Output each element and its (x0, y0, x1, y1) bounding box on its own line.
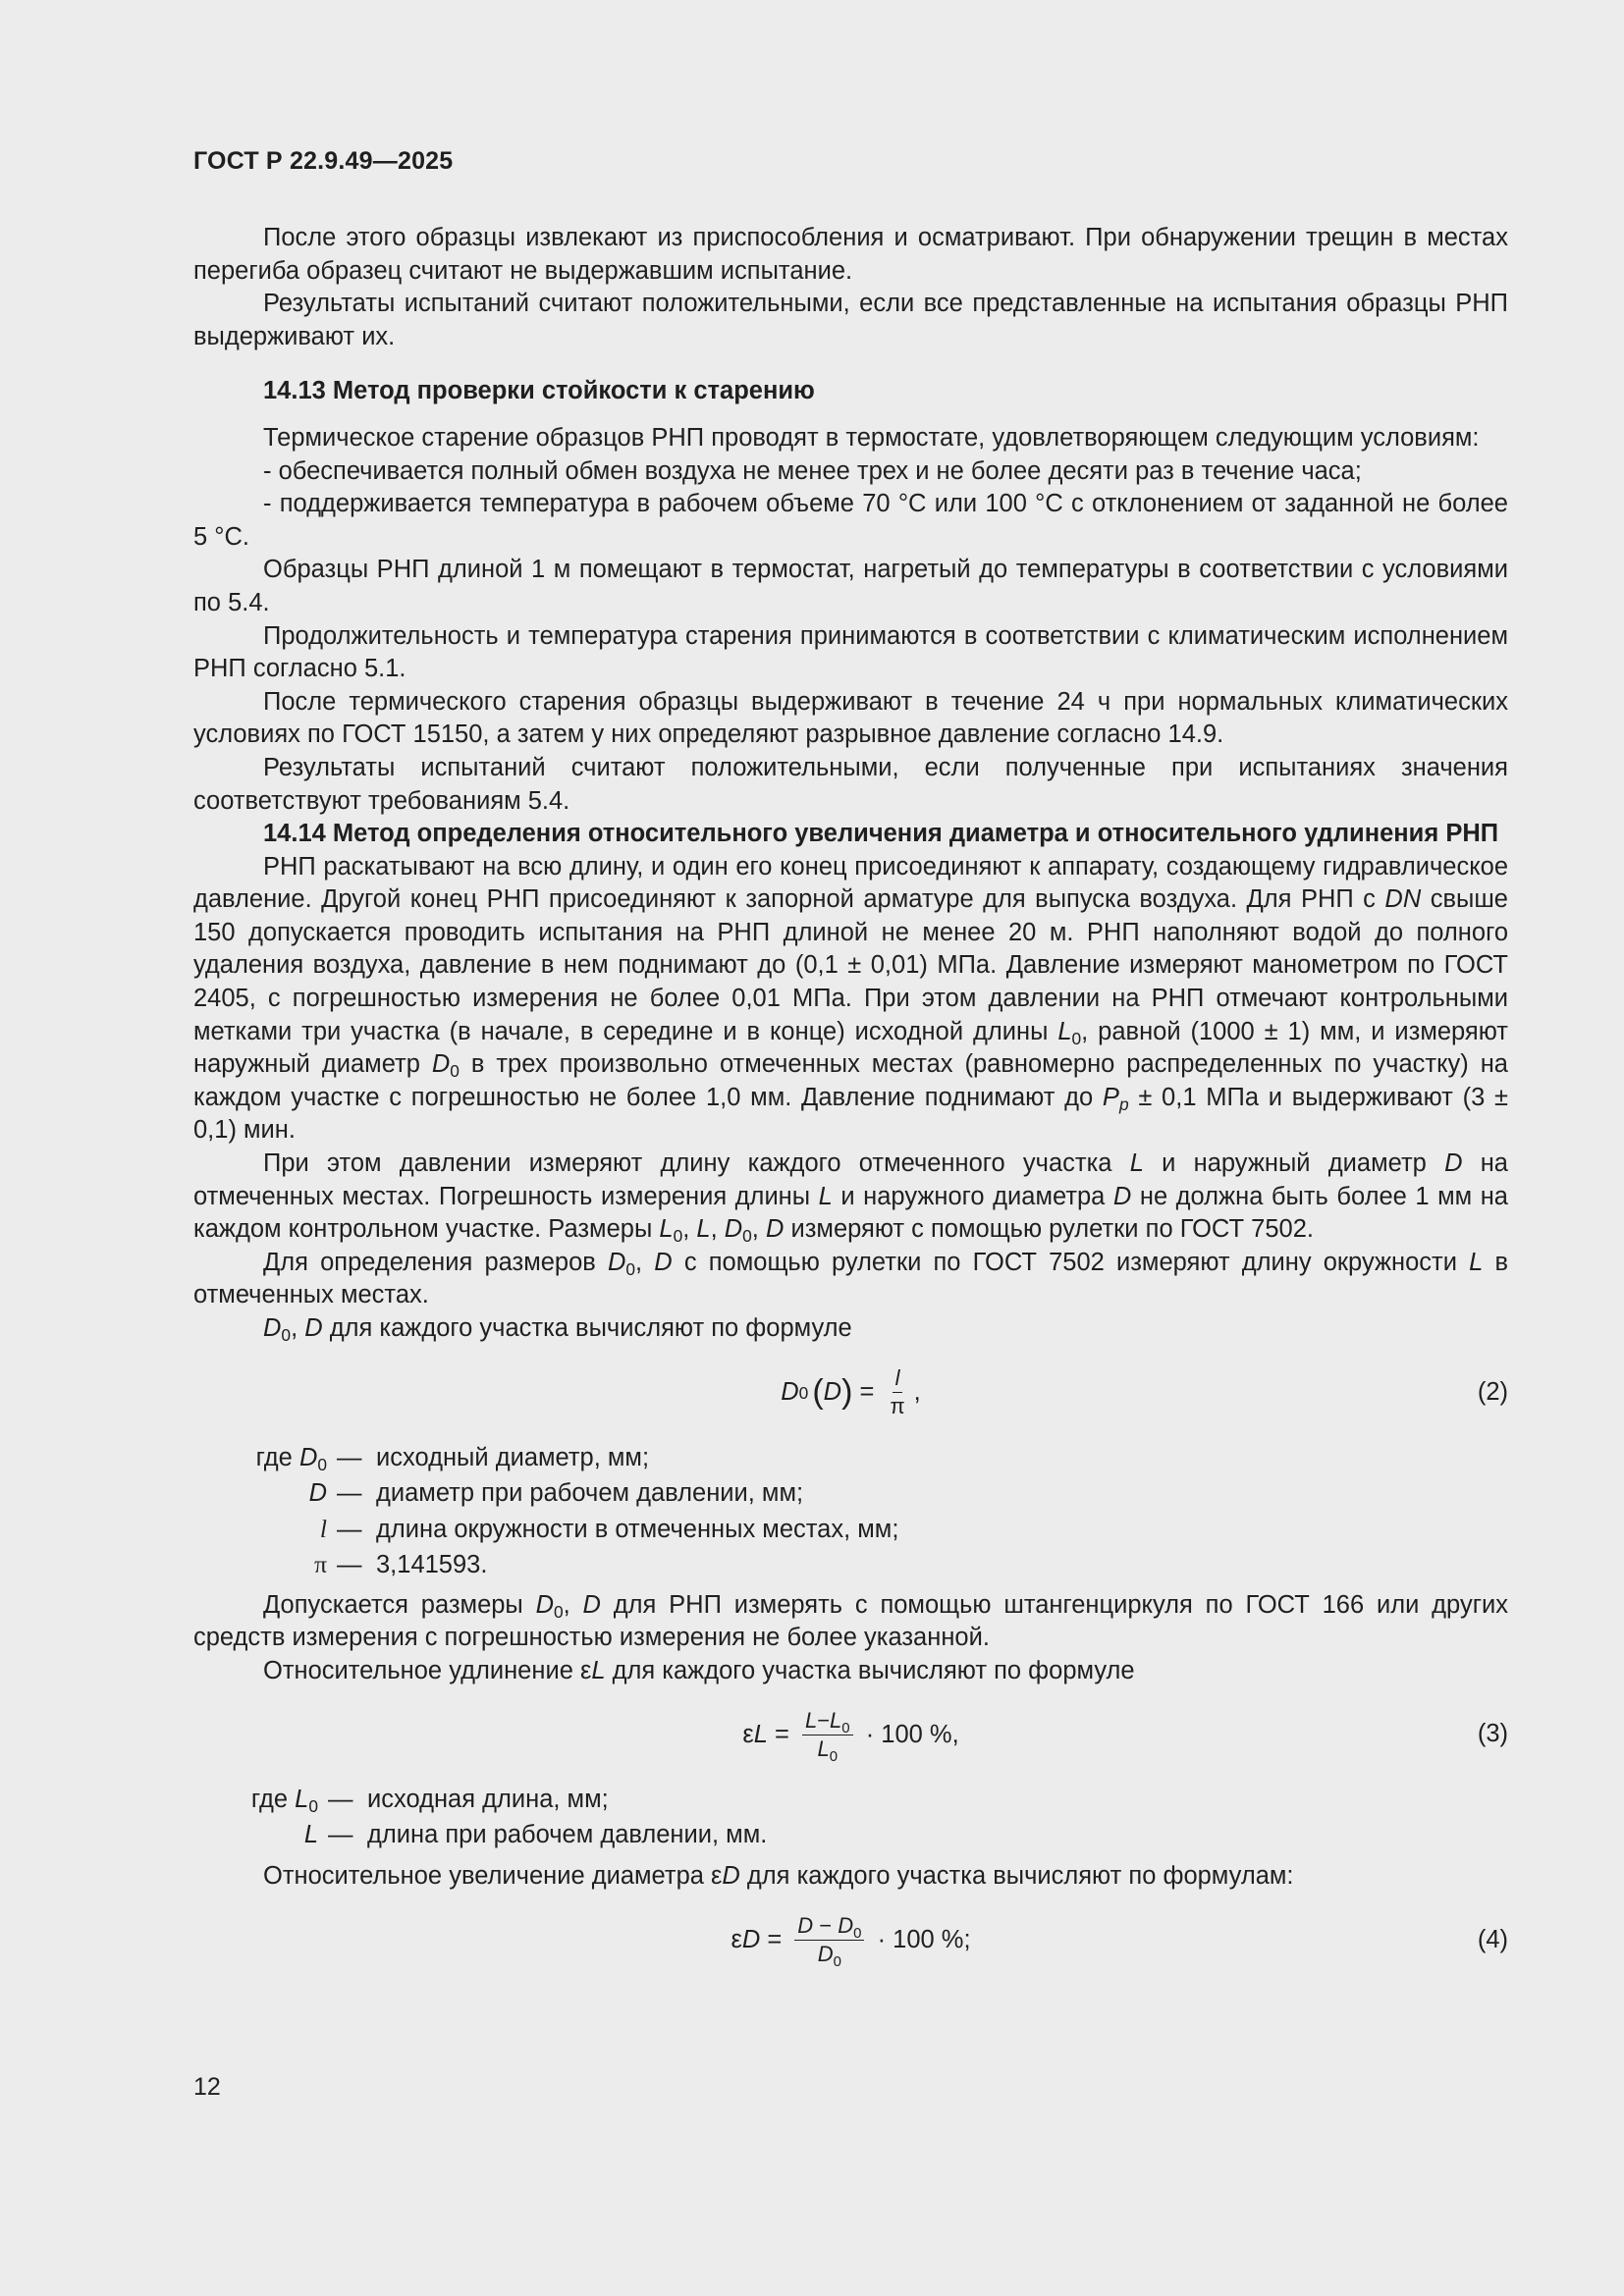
subscript: 0 (833, 1953, 841, 1971)
text: с помощью рулетки по ГОСТ 7502 измеряют длину окружности (672, 1248, 1470, 1276)
text: Относительное удлинение ε (263, 1656, 592, 1684)
legend-symbol (193, 1477, 337, 1511)
text: в отмеченных местах. (193, 1248, 1509, 1309)
subscript: 0 (742, 1226, 752, 1247)
symbol: L (1129, 1149, 1144, 1178)
text: в трех произвольно отмеченных местах (равномерно распределенных по участку) на каждом участке с погрешностью не более 1,0 мм. Давление поднимают до (193, 1050, 1508, 1111)
fraction (887, 1365, 907, 1419)
legend-dash: — (337, 1443, 362, 1471)
legend-dash: — (337, 1478, 362, 1507)
text: на отмеченных местах. Погрешность измерения длины (193, 1149, 1508, 1210)
legend-symbol (193, 1784, 328, 1817)
symbol: D (741, 1926, 761, 1954)
symbol: D (607, 1248, 626, 1276)
legend-row (193, 1784, 1508, 1819)
text: не должна быть более 1 мм на каждом контрольном участке. Размеры (193, 1182, 1508, 1244)
symbol: p (1118, 1094, 1129, 1114)
subscript: 0 (450, 1061, 460, 1082)
minus: − (813, 1913, 839, 1939)
legend-symbol (193, 1513, 337, 1547)
legend-prefix: где (255, 1443, 299, 1471)
symbol: l (319, 1514, 327, 1543)
formula-tail: · 100 %; (870, 1926, 971, 1954)
symbol: L (804, 1707, 818, 1733)
text: для каждого участка вычисляют по формуле (322, 1314, 852, 1342)
equals: = (767, 1720, 796, 1748)
symbol: L (1469, 1248, 1484, 1276)
denominator (814, 1735, 840, 1765)
separator: , (563, 1590, 583, 1619)
separator: , (635, 1248, 655, 1276)
symbol: D (797, 1913, 814, 1939)
formula-number: (3) (1477, 1720, 1508, 1748)
symbol: π (314, 1549, 327, 1578)
equals: = (852, 1377, 882, 1406)
page-number: 12 (193, 2073, 221, 2101)
subscript: 0 (554, 1601, 564, 1622)
paren: ( (812, 1372, 824, 1411)
formula-3 (193, 1691, 1508, 1778)
formula-4 (193, 1897, 1508, 1984)
symbol: L (753, 1720, 768, 1748)
text: и наружный диаметр (1143, 1149, 1445, 1178)
subscript: 0 (308, 1796, 318, 1817)
text: для РНП измерять с помощью штангенциркуля по ГОСТ 166 или других средств измерения с погрешностью измерения не более указанной. (193, 1590, 1508, 1652)
formula-expression (193, 1691, 1508, 1778)
separator: , (751, 1215, 766, 1244)
symbol: L (1057, 1017, 1072, 1045)
legend-symbol (193, 1548, 337, 1582)
legend-dash: — (328, 1786, 353, 1814)
symbol: L (303, 1821, 318, 1849)
paragraph: Образцы РНП длиной 1 м помещают в термостат, нагретый до температуры в соответствии с условиями по 5.4. (193, 556, 1508, 616)
separator: , (682, 1215, 697, 1244)
legend-description: исходный диаметр, мм; (376, 1443, 650, 1471)
text: Относительное увеличение диаметра ε (263, 1862, 723, 1891)
legend-description: длина при рабочем давлении, мм. (367, 1821, 768, 1849)
symbol: P (1102, 1083, 1119, 1111)
symbol: D (298, 1443, 318, 1471)
legend-description: диаметр при рабочем давлении, мм; (376, 1478, 804, 1507)
symbol: D (838, 1913, 854, 1939)
minus: − (817, 1707, 831, 1733)
legend-row (193, 1819, 1508, 1854)
separator: , (710, 1215, 725, 1244)
symbol: L (659, 1215, 674, 1244)
subscript (1119, 1095, 1129, 1114)
formula-number: (4) (1477, 1925, 1508, 1953)
symbol: D (263, 1314, 282, 1342)
legend-description: длина окружности в отмеченных местах, мм; (376, 1515, 899, 1543)
legend-row (193, 1548, 1508, 1583)
text: измеряют с помощью рулетки по ГОСТ 7502. (784, 1215, 1314, 1244)
text: и наружного диаметра (832, 1182, 1113, 1210)
text: Допускается размеры (263, 1590, 536, 1619)
symbol: L (818, 1182, 833, 1210)
legend-symbol (193, 1819, 328, 1852)
separator: , (291, 1314, 305, 1342)
fraction (794, 1913, 864, 1971)
paragraph (193, 1312, 1508, 1346)
paragraph: Результаты испытаний считают положительными, если полученные при испытаниях значения соответствуют требованиям 5.4. (193, 753, 1508, 815)
list-item: - поддерживается температура в рабочем объеме 70 °С или 100 °С с отклонением от заданной не более 5 °С. (193, 490, 1508, 551)
text: для каждого участка вычисляют по формуле (605, 1656, 1135, 1684)
text: для каждого участка вычисляют по формулам: (739, 1862, 1294, 1891)
symbol: L (830, 1707, 842, 1733)
paragraph (193, 1148, 1508, 1247)
paragraph: Продолжительность и температура старения принимаются в соответствии с климатическим исполнением РНП согласно 5.1. (193, 621, 1508, 683)
symbol: D (308, 1478, 327, 1507)
symbol: ε (731, 1926, 742, 1954)
legend-prefix: где (250, 1786, 296, 1814)
legend-row (193, 1477, 1508, 1513)
subscript: 0 (841, 1719, 850, 1736)
paragraph (193, 1860, 1508, 1894)
symbol: D (304, 1314, 323, 1342)
symbol: ε (742, 1720, 754, 1748)
symbol: L (295, 1786, 309, 1814)
document-header: ГОСТ Р 22.9.49—2025 (193, 147, 454, 175)
formula-expression (193, 1897, 1508, 1984)
text: свыше 150 допускается проводить испытания на РНП длиной не менее 20 м. РНП наполняют водой до полного удаления воздуха, давление в нем поднимают до (0,1 ± 0,01) МПа. Давление измеряют манометром по ГОСТ 2405, с погрешностью измерения не более 0,01 МПа. При этом давлении на РНП отмечают контрольными метками три участка (в начале, в середине и в конце) исходной длины (193, 885, 1508, 1045)
page-body (193, 222, 1508, 1990)
section-heading-14-13: 14.13 Метод проверки стойкости к старению (263, 377, 815, 405)
paragraph: Результаты испытаний считают положительными, если все представленные на испытания образцы РНП выдерживают их. (193, 290, 1508, 350)
legend-dash: — (337, 1515, 362, 1543)
symbol: L (591, 1656, 606, 1684)
denominator: π (890, 1394, 905, 1419)
symbol: L (817, 1735, 830, 1761)
formula-tail: · 100 %, (858, 1720, 959, 1748)
denominator (815, 1941, 844, 1971)
subscript: 0 (1071, 1028, 1082, 1048)
symbol: D (1444, 1149, 1463, 1178)
text: При этом давлении измеряют длину каждого отмеченного участка (263, 1149, 1130, 1178)
subscript: 0 (317, 1454, 327, 1474)
text: , равной (1000 ± 1) мм, и измеряют наружный диаметр (193, 1017, 1508, 1079)
formula-2-legend (193, 1442, 1508, 1583)
subscript: 0 (673, 1226, 683, 1247)
symbol: D (817, 1942, 834, 1967)
symbol: DN (1384, 885, 1422, 914)
symbol: D (582, 1590, 601, 1619)
legend-row (193, 1442, 1508, 1477)
formula-2 (193, 1350, 1508, 1436)
paragraph: После этого образцы извлекают из приспособления и осматривают. При обнаружении трещин в местах перегиба образец считают не выдержавшим испытание. (193, 224, 1508, 285)
equals: = (760, 1926, 789, 1954)
paren: ) (841, 1372, 853, 1411)
symbol: D (535, 1590, 554, 1619)
numerator (794, 1913, 864, 1941)
subscript: 0 (625, 1258, 636, 1279)
paragraph: Термическое старение образцов РНП проводят в термостате, удовлетворяющем следующим условиям: (263, 423, 1480, 452)
subscript: 0 (281, 1325, 292, 1345)
symbol: D (823, 1377, 842, 1406)
symbol: D (431, 1050, 451, 1079)
symbol: D (765, 1215, 785, 1244)
paragraph (193, 851, 1508, 1148)
symbol: L (696, 1215, 711, 1244)
legend-dash: — (328, 1821, 353, 1849)
section-heading-14-14: 14.14 Метод определения относительного увеличения диаметра и относительного удлинения РНП (263, 820, 1499, 848)
paragraph: После термического старения образцы выдерживают в течение 24 ч при нормальных климатических условиях по ГОСТ 15150, а затем у них определяют разрывное давление согласно 14.9. (193, 687, 1508, 749)
paragraph (193, 1655, 1508, 1688)
symbol: D (722, 1862, 740, 1891)
symbol: D (1112, 1182, 1132, 1210)
numerator (802, 1708, 853, 1735)
text: РНП раскатывают на всю длину, и один его конец присоединяют к аппарату, создающему гидравлическое давление. Другой конец РНП присоединяют к запорной арматуре для выпуска воздуха. Для РНП с (193, 852, 1508, 914)
symbol: D (781, 1377, 799, 1406)
formula-3-legend (193, 1784, 1508, 1854)
legend-row (193, 1513, 1508, 1548)
formula-tail: , (913, 1377, 921, 1406)
formula-number: (2) (1477, 1377, 1508, 1406)
formula-expression: D 0 ( D ) = $\frac{l}{\pi}$ , (781, 1365, 921, 1419)
legend-description: исходная длина, мм; (367, 1786, 609, 1814)
legend-description: 3,141593. (376, 1550, 488, 1578)
subscript: 0 (853, 1925, 862, 1943)
symbol: D (654, 1248, 673, 1276)
legend-symbol (193, 1442, 337, 1475)
subscript: 0 (829, 1747, 839, 1765)
symbol: D (724, 1215, 743, 1244)
fraction (802, 1707, 853, 1765)
numerator: l (893, 1365, 903, 1393)
paragraph (193, 1247, 1508, 1312)
text: Для определения размеров (263, 1248, 608, 1276)
list-item: - обеспечивается полный обмен воздуха не менее трех и не более десяти раз в течение часа; (263, 456, 1362, 485)
paragraph (193, 1589, 1508, 1655)
text: ± 0,1 МПа и выдерживают (3 ± 0,1) мин. (193, 1083, 1508, 1145)
legend-dash: — (337, 1550, 362, 1578)
